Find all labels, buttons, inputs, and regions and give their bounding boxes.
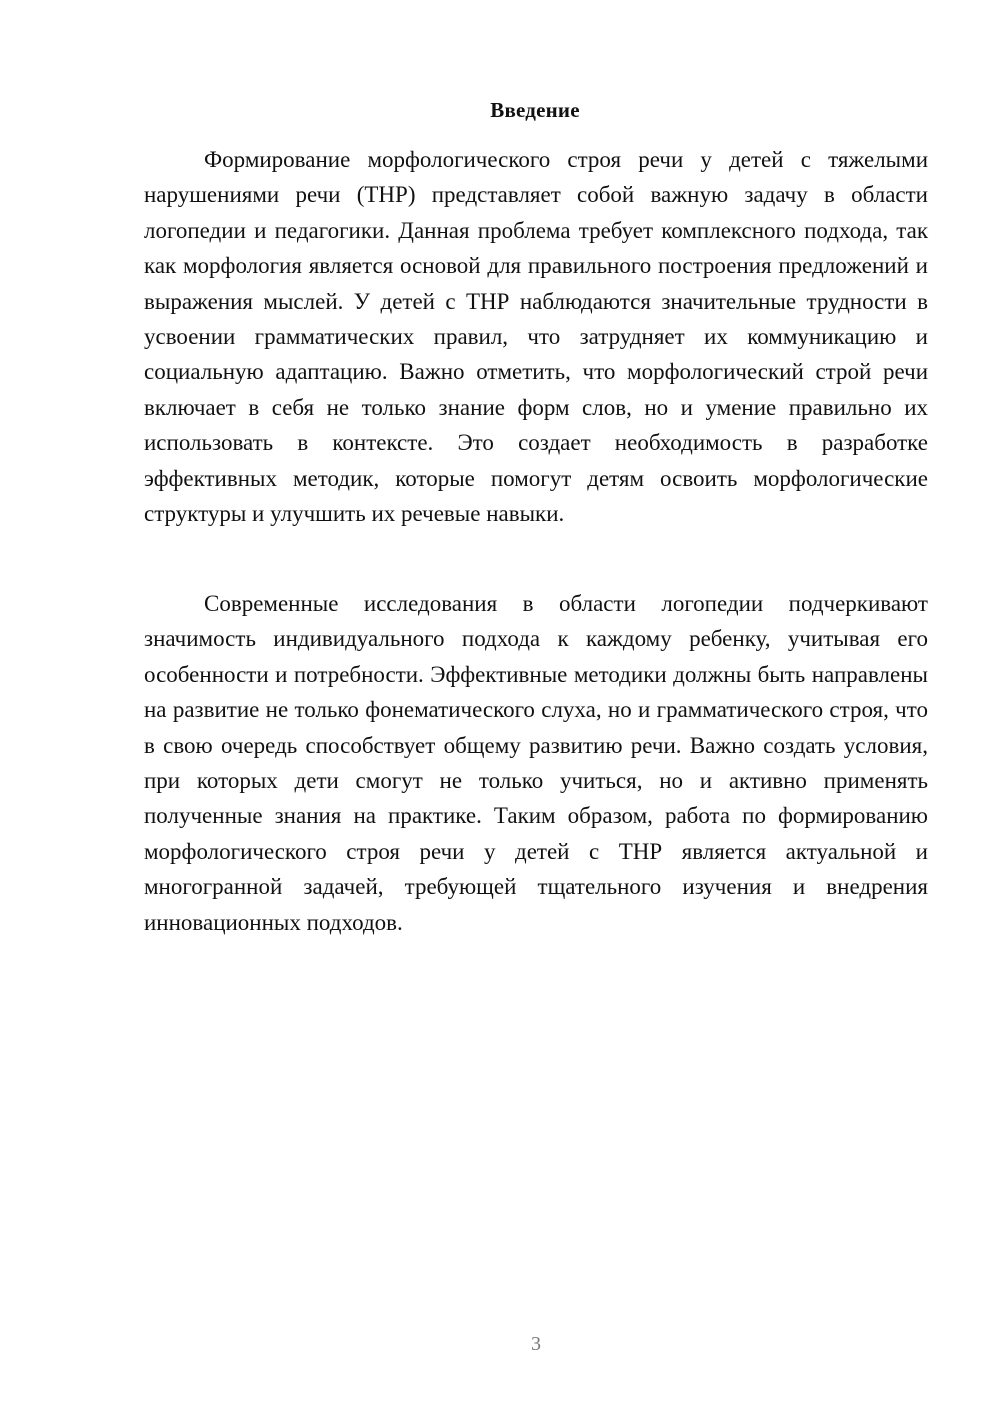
page-number: 3: [531, 1333, 541, 1355]
body-paragraph: Современные исследования в области логопедии подчеркивают значимость индивидуального подхода к каждому ребенку, учитывая его особенности и потребности. Эффективные методики должны быть направлены на развитие не только фонематического слуха, но и грамматического строя, что в свою очередь способствует общему развитию речи. Важно создать условия, при которых дети смогут не только учиться, но и активно применять полученные знания на практике. Таким образом, работа по формированию морфологического строя речи у детей с ТНР является актуальной и многогранной задачей, требующей тщательного изучения и внедрения инновационных подходов.: [144, 591, 928, 935]
body-paragraph: Формирование морфологического строя речи у детей с тяжелыми нарушениями речи (ТНР) представляет собой важную задачу в области логопедии и педагогики. Данная проблема требует комплексного подхода, так как морфология является основой для правильного построения предложений и выражения мыслей. У детей с ТНР наблюдаются значительные трудности в усвоении грамматических правил, что затрудняет их коммуникацию и социальную адаптацию. Важно отметить, что морфологический строй речи включает в себя не только знание форм слов, но и умение правильно их использовать в контексте. Это создает необходимость в разработке эффективных методик, которые помогут детям освоить морфологические структуры и улучшить их речевые навыки.: [144, 147, 928, 527]
body-paragraph-1-container: [144, 142, 928, 531]
section-heading: Введение: [490, 98, 580, 122]
body-paragraph-2-container: [144, 586, 928, 940]
